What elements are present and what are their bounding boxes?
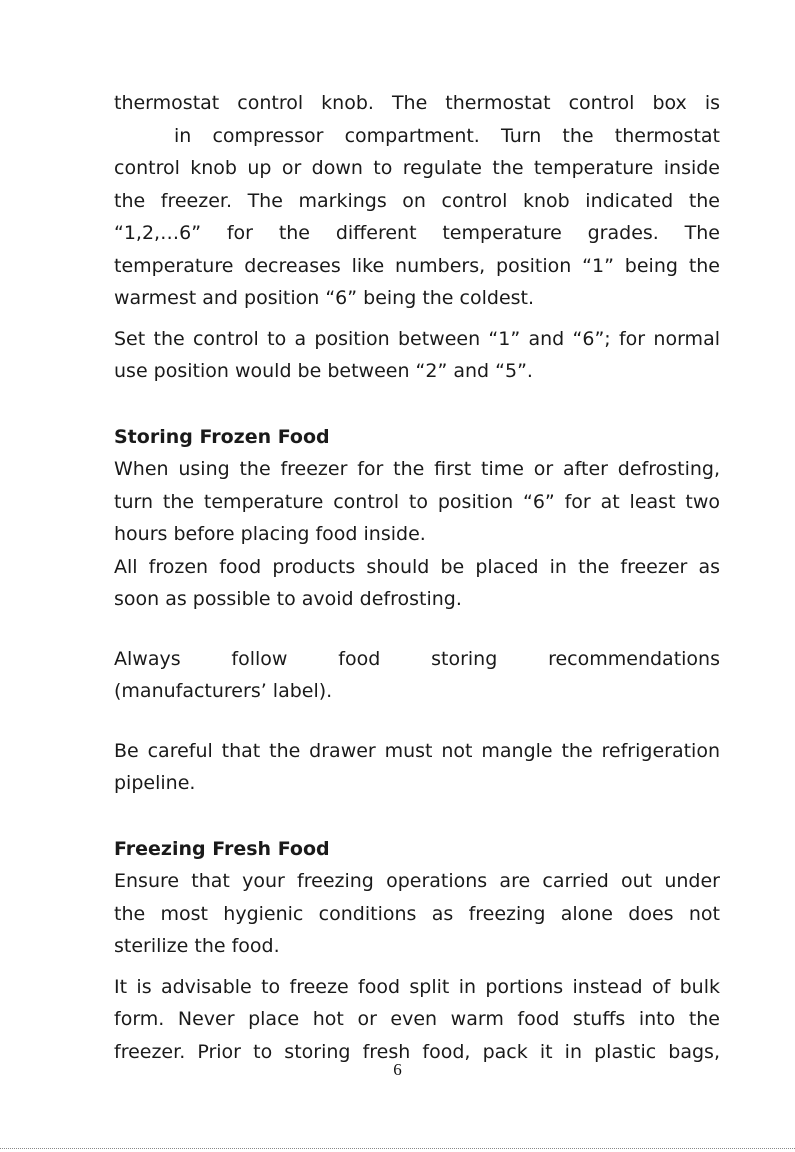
heading-freezing-fresh-food: Freezing Fresh Food	[114, 837, 330, 860]
text-line: soon as possible to avoid defrosting.	[114, 588, 462, 610]
text-line: (manufacturers’ label).	[114, 680, 333, 702]
text-line: warmest and position “6” being the coldest.	[114, 287, 535, 309]
paragraph-drawer-caution	[114, 735, 720, 800]
text-line: It is advisable to freeze food split in portions instead of bulk	[114, 975, 720, 998]
text-line: the most hygienic conditions as freezing alone does not	[114, 902, 720, 925]
text-line: temperature decreases like numbers, position “1” being the	[114, 254, 720, 277]
text-line: use position would be between “2” and “5”.	[114, 360, 533, 382]
text-line: pipeline.	[114, 772, 196, 794]
text-line: turn the temperature control to position “6” for at least two	[114, 490, 720, 513]
paragraph-frozen-products	[114, 551, 720, 616]
text-line: sterilize the food.	[114, 935, 280, 957]
document-page	[114, 87, 720, 1068]
text-line: Be careful that the drawer must not mangle the refrigeration	[114, 739, 720, 762]
paragraph-hygiene	[114, 865, 720, 963]
paragraph-portions	[114, 971, 720, 1069]
text-line: control knob up or down to regulate the temperature inside	[114, 157, 720, 179]
text-line: freezer. Prior to storing fresh food, pack it in plastic bags,	[114, 1040, 720, 1063]
paragraph-recommendations	[114, 643, 720, 708]
paragraph-first-use	[114, 453, 720, 551]
paragraph-thermostat	[114, 87, 720, 315]
text-line: When using the freezer for the first time or after defrosting,	[114, 458, 720, 480]
text-line: the freezer. The markings on control knob indicated the	[114, 189, 720, 212]
text-line: Ensure that your freezing operations are carried out under	[114, 870, 720, 892]
text-line: Set the control to a position between “1” and “6”; for normal	[114, 327, 720, 350]
bottom-divider	[0, 1148, 795, 1149]
paragraph-control-setting	[114, 323, 720, 388]
text-line: “1,2,…6” for the different temperature grades. The	[114, 222, 720, 244]
heading-storing-frozen-food: Storing Frozen Food	[114, 425, 330, 448]
text-line: hours before placing food inside.	[114, 523, 426, 545]
text-line: in compressor compartment. Turn the thermostat	[174, 124, 720, 147]
text-line: form. Never place hot or even warm food stuffs into the	[114, 1008, 720, 1030]
text-line: Always follow food storing recommendations	[114, 647, 720, 670]
page-number: 6	[393, 1060, 402, 1079]
text-line: All frozen food products should be placed in the freezer as	[114, 555, 720, 578]
text-line: thermostat control knob. The thermostat control box is	[114, 92, 720, 114]
